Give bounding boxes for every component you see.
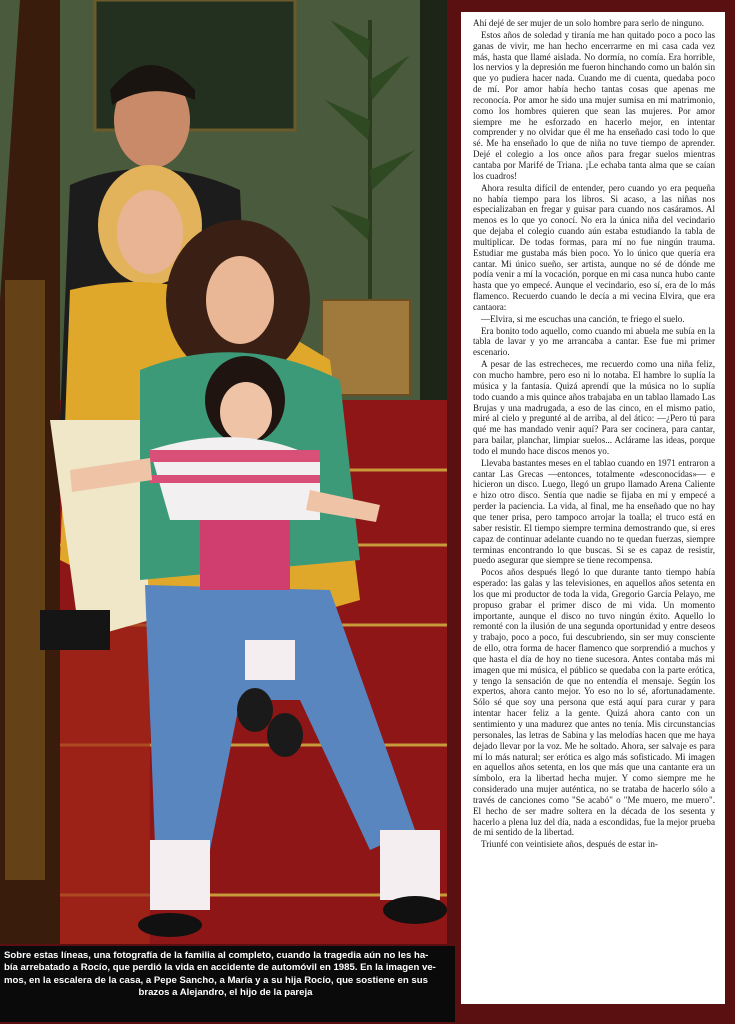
article-paragraph: Ahora resulta difícil de entender, pero cuando yo era pequeña no había tiempo para los libros. Si acaso, a las niñas nos especializaban en fregar y guisar para cuando nos casáramos. Al menos es lo que yo conocí. No era la única niña del vecindario que dejaba el colegio cuando aún estaba estudiando la tabla de multiplicar. De todas formas, para mí no fue ningún trauma. Estudiar me gustaba más bien poco. Yo lo único que quería era cantar. Mi único sueño, ser artista, aunque no sé de dónde me podía venir a mí la vocación, porque en mi casa nunca hubo cante hasta que yo empecé. Aunque el vecindario, eso sí, era de lo más flamenco. Recuerdo cuando le decía a mi vecina Elvira, que era cantaora:: [473, 182, 715, 312]
photo-caption: [0, 946, 455, 1022]
caption-line: mos, en la escalera de la casa, a Pepe Sancho, a María y a su hija Rocío, que sostiene en sus: [4, 974, 428, 986]
article-paragraph: Estos años de soledad y tiranía me han quitado poco a poco las ganas de vivir, me han hecho encerrarme en mi casa cada vez más, hasta que llamé aislada. No dormía, no comía. Era horrible, los nervios y la depresión me fueron hinchando como un balón sin que yo pudiera hacer nada. Cuando me di cuenta, quedaba poco de mí. Por amor había hecho tantas cosas que apenas me reconocía. Por amor he sido una mujer sumisa en mi matrimonio, como los hombres quieren que sean las mujeres. Por amor siempre me he esforzado en hacerlo mejor, en intentar comprender y no olvidar que él me ha enseñado casi todo lo que sé. Me ha enseñado lo que de niña no tuve tiempo de aprender. Dejé el colegio a los once años para fregar suelos mientras cantaba por Marifé de Triana. ¡Le echaba tanta alma que se caían los cuadros!: [473, 29, 715, 181]
article-paragraph: A pesar de las estrecheces, me recuerdo como una niña feliz, con mucho hambre, pero eso ni lo notaba. El hambre lo suplía la música y la fantasía. Quizá aprendí que la música no lo suplía todo cuando a mis quince años trabajaba en un tablao llamado Las Brujas y una madrugada, a eso de las cinco, en el mismo patio, miré al cielo y pregunté al de arriba, al del ático: —¿Pero tú para qué me has mandado venir aquí? Para ser cocinera, para cantar, para bailar, planchar, limpiar suelos... Aclárame las ideas, porque todo el mundo hace discos menos yo.: [473, 359, 715, 456]
article-paragraph: Triunfé con veintisiete años, después de estar in-: [481, 839, 658, 850]
article-paragraph: —Elvira, si me escuchas una canción, te friego el suelo.: [481, 313, 685, 324]
column-divider: [449, 0, 459, 944]
article-paragraph: Pocos años después llegó lo que durante tanto tiempo había esperado: las galas y las televisiones, en aquellos años setenta en los que mi productor de toda la vida, Gregorio García Pelayo, me propuso grabar el primer disco de mi vida. Un momento importante, aunque el disco no tuvo ningún éxito. Aquello lo remonté con la ilusión de una segunda oportunidad y entre deseos y trabajo, poco a poco, fui descubriendo, sin ser muy consciente de ello, otra forma de hacer flamenco que sorprendió a muchos y que hasta el día de hoy no tiene sucesora. Antes contaba más mi imagen que mi música, el público se quedaba con la parte erótica, y tengo la sensación de que no entendía el mensaje. Según los expertos, ahora canto mejor. Yo eso no lo sé, afortunadamente. Sólo sé que soy una persona que está aquí para curar y para intentar hacer feliz a la gente. Quizá ahora canto con un sentimiento y una madurez que antes no tenía. Mis circunstancias personales, las letras de Sabina y las melodías hacen que me haya dejado llevar por la voz. Me he soltado. Ahora, ser salvaje es para mí lo más natural; ser erótica es algo más sofisticado. Mi imagen en aquellos años setenta, en los que más que una cantante era un símbolo, era la libertad hecha mujer. Y como siempre me he considerado una mujer auténtica, no se trataba de hacerlo sólo a través de canciones como "Se acabó" o "Me muero, me muero". El hecho de ser madre soltera en la década de los sesenta y hacerlo a plena luz del día, nada a escondidas, fue la mejor prueba de mi sentido de la libertad.: [473, 567, 715, 838]
article-text-column: [461, 12, 725, 1004]
article-paragraph: Llevaba bastantes meses en el tablao cuando en 1971 entraron a cantar Las Grecas —entonces, totalmente «desconocidas»— e hicieron un disco. Luego, llegó un grupo llamado Arena Caliente e hizo otro disco. Sentía que nadie se fijaba en mí y empecé a perder la paciencia. La vida, al final, me ha enseñado que no hay que tener prisa, pero tampoco arrojar la toalla; el truco está en saber resistir. El tiempo siempre termina demostrando que, si eres capaz de continuar adelante cuando no te quedan fuerzas, siempre terminas encontrando lo que buscas. Si se es capaz de resistir, puedo asegurar que siempre se tiene recompensa.: [473, 457, 715, 566]
dark-doorway: [420, 0, 447, 420]
caption-line: bía arrebatado a Rocío, que perdió la vida en accidente de automóvil en 1985. En la imagen ve-: [4, 962, 436, 974]
article-paragraph: Era bonito todo aquello, como cuando mi abuela me subía en la tabla de lavar y yo me arrancaba a cantar. Ese fue mi primer escenario.: [473, 325, 715, 358]
caption-line: Sobre estas líneas, una fotografía de la familia al completo, cuando la tragedia aún no les ha-: [4, 950, 429, 961]
article-paragraph: Ahí dejé de ser mujer de un solo hombre para serlo de ninguno.: [473, 18, 705, 28]
caption-line: brazos a Alejandro, el hijo de la pareja: [138, 987, 313, 999]
